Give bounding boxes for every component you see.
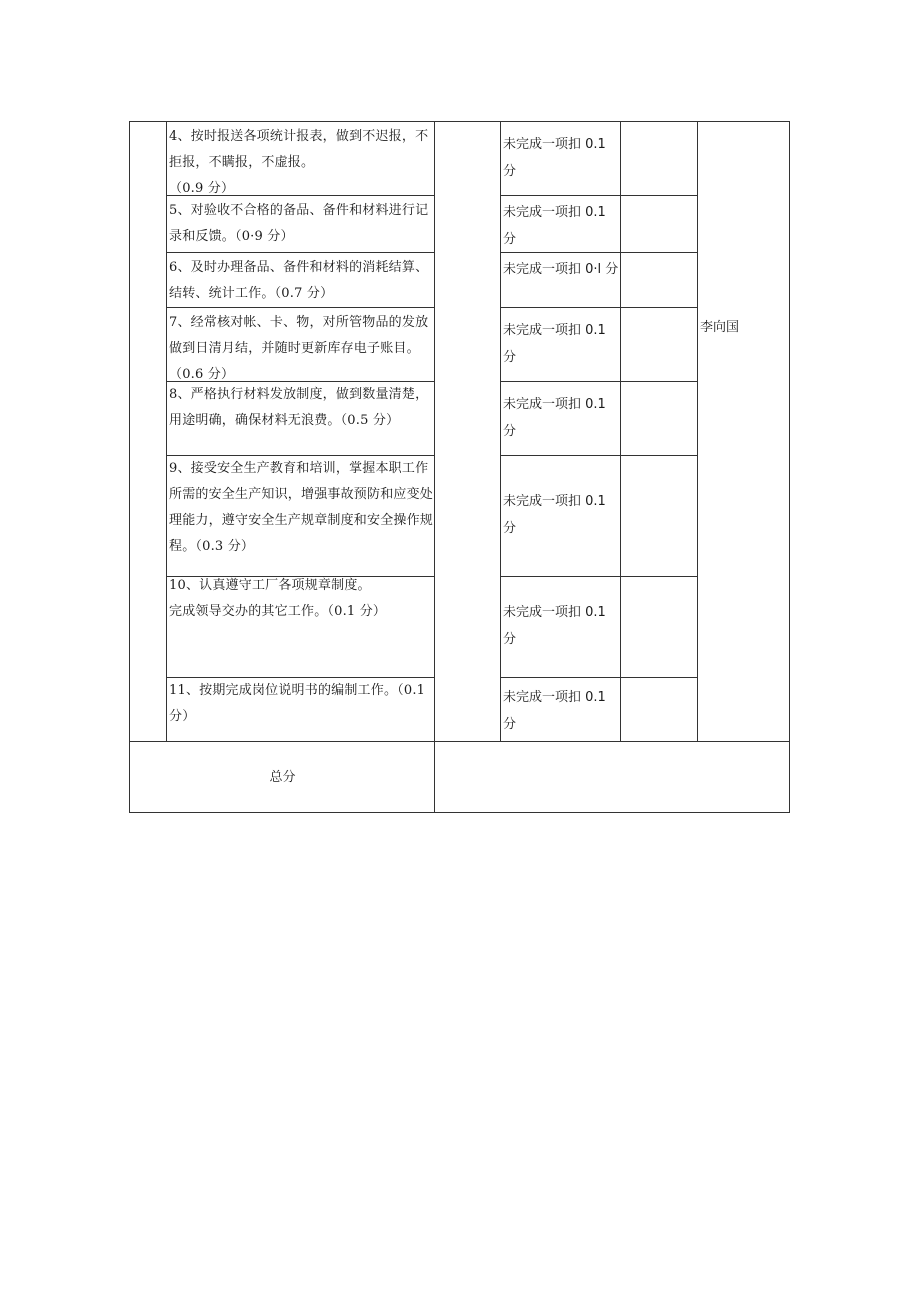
- deduction-rule-cell: 未完成一项扣 0.1 分: [503, 494, 606, 536]
- row-divider: [500, 677, 698, 678]
- table-border-right: [789, 121, 790, 813]
- table-col-divider-3: [500, 121, 501, 742]
- deduction-rule-cell: 未完成一项扣 0.1 分: [503, 323, 606, 365]
- table-border-left: [129, 121, 130, 813]
- deduction-rule-cell: 未完成一项扣 0·l 分: [503, 262, 619, 277]
- deduction-rule-cell: 未完成一项扣 0.1 分: [503, 205, 606, 247]
- row-divider: [500, 576, 698, 577]
- row-divider: [166, 307, 435, 308]
- deduction-rule-cell: 未完成一项扣 0.1 分: [503, 137, 606, 179]
- responsible-person: 李向国: [700, 320, 740, 335]
- row-divider: [500, 381, 698, 382]
- row-divider: [500, 195, 698, 196]
- deduction-rule-cell: 未完成一项扣 0.1 分: [503, 605, 606, 647]
- duty-cell: 10、认真遵守工厂各项规章制度。 完成领导交办的其它工作。（0.1 分）: [169, 578, 387, 619]
- duty-cell: 8、严格执行材料发放制度，做到数量清楚，用途明确，确保材料无浪费。（0.5 分）: [169, 387, 429, 428]
- duty-cell: 11、按期完成岗位说明书的编制工作。（0.1 分）: [169, 683, 426, 724]
- deduction-rule-cell: 未完成一项扣 0.1 分: [503, 690, 606, 732]
- deduction-rule-cell: 未完成一项扣 0.1 分: [503, 397, 606, 439]
- table-col-divider-1: [166, 121, 167, 742]
- table-border-bottom: [129, 812, 790, 813]
- row-divider: [500, 455, 698, 456]
- duty-cell: 5、对验收不合格的备品、备件和材料进行记录和反馈。（0·9 分）: [169, 203, 429, 244]
- total-row-top: [129, 741, 790, 742]
- duty-cell: 6、及时办理备品、备件和材料的消耗结算、结转、统计工作。（0.7 分）: [169, 260, 429, 301]
- total-score-label: 总分: [269, 770, 296, 785]
- duty-cell: 9、接受安全生产教育和培训，掌握本职工作所需的安全生产知识，增强事故预防和应变处理能力，遵守安全生产规章制度和安全操作规程。（0.3 分）: [169, 461, 434, 554]
- duty-cell: 7、经常核对帐、卡、物，对所管物品的发放做到日清月结，并随时更新库存电子账目。（0.6 分）: [169, 315, 429, 382]
- row-divider: [500, 307, 698, 308]
- table-col-divider-5: [697, 121, 698, 742]
- row-divider: [166, 252, 435, 253]
- duty-cell: 4、按时报送各项统计报表，做到不迟报，不拒报，不瞒报，不虚报。 （0.9 分）: [169, 129, 429, 196]
- table-border-top: [129, 121, 790, 122]
